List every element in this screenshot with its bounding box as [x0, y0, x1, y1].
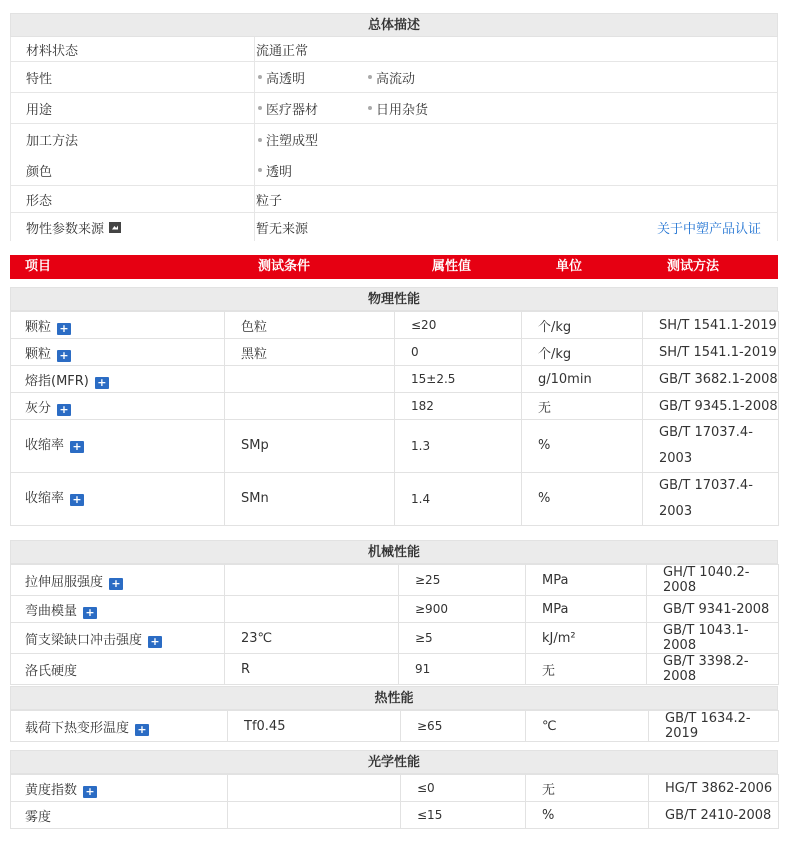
condition-cell [225, 393, 395, 420]
item-cell: 灰分+ [11, 393, 225, 420]
method-cell: GB/T 9345.1-2008 [643, 393, 779, 420]
overview-row-form [10, 186, 778, 213]
overview-label: 用途 [26, 102, 53, 118]
overview-tags [254, 124, 777, 155]
item-cell: 弯曲模量+ [11, 596, 225, 623]
item-cell: 收缩率+ [11, 420, 225, 473]
value-cell: 182 [395, 393, 522, 420]
usage-tag: 医疗器材 [255, 99, 365, 118]
overview-value: 暂无来源 [254, 213, 777, 241]
value-cell: 1.3 [395, 420, 522, 473]
image-icon[interactable] [109, 222, 121, 233]
method-cell: GB/T 17037.4-2003 [643, 420, 779, 473]
unit-cell: % [526, 802, 649, 829]
unit-cell: % [522, 420, 643, 473]
add-compare-icon[interactable] [70, 494, 84, 506]
unit-cell: MPa [526, 596, 647, 623]
table-row [11, 420, 779, 473]
optical-table [10, 774, 779, 829]
unit-cell: 无 [522, 393, 643, 420]
add-compare-icon[interactable] [83, 607, 97, 619]
table-row [11, 339, 779, 366]
overview-row-usage [10, 93, 778, 124]
table-row [11, 802, 779, 829]
overview-row-source [10, 213, 778, 241]
mechanical-table [10, 564, 779, 685]
table-row [11, 654, 779, 685]
section-title: 物理性能 [10, 287, 778, 311]
table-row [11, 565, 779, 596]
condition-cell: 色粒 [225, 312, 395, 339]
item-cell: 简支梁缺口冲击强度+ [11, 623, 225, 654]
unit-cell: % [522, 473, 643, 526]
usage-tag: 日用杂货 [365, 99, 475, 118]
value-cell: ≤15 [401, 802, 526, 829]
overview-row-feature [10, 62, 778, 93]
item-cell: 洛氏硬度 [11, 654, 225, 685]
table-row [11, 711, 779, 742]
table-row [11, 473, 779, 526]
item-cell: 颗粒+ [11, 312, 225, 339]
item-cell: 拉伸屈服强度+ [11, 565, 225, 596]
method-cell: GB/T 1043.1-2008 [647, 623, 779, 654]
condition-cell [225, 565, 399, 596]
value-cell: ≥25 [399, 565, 526, 596]
unit-cell: MPa [526, 565, 647, 596]
condition-cell: Tf0.45 [228, 711, 401, 742]
overview-tags [254, 62, 777, 92]
value-cell: ≤20 [395, 312, 522, 339]
add-compare-icon[interactable] [95, 377, 109, 389]
table-row [11, 623, 779, 654]
overview-title: 总体描述 [10, 13, 778, 37]
add-compare-icon[interactable] [57, 350, 71, 362]
value-cell: 15±2.5 [395, 366, 522, 393]
item-cell: 熔指(MFR)+ [11, 366, 225, 393]
overview-label: 特性 [26, 71, 53, 87]
condition-cell: 黑粒 [225, 339, 395, 366]
table-row [11, 312, 779, 339]
col-method: 测试方法 [667, 259, 720, 274]
item-cell: 收缩率+ [11, 473, 225, 526]
method-cell: GB/T 9341-2008 [647, 596, 779, 623]
feature-tag: 高流动 [365, 68, 475, 87]
condition-cell [228, 775, 401, 802]
add-compare-icon[interactable] [83, 786, 97, 798]
value-cell: ≤0 [401, 775, 526, 802]
item-cell: 载荷下热变形温度+ [11, 711, 228, 742]
add-compare-icon[interactable] [57, 404, 71, 416]
method-cell: GB/T 3682.1-2008 [643, 366, 779, 393]
condition-cell: SMp [225, 420, 395, 473]
value-cell: ≥900 [399, 596, 526, 623]
overview-value: 流通正常 [254, 37, 777, 61]
table-row [11, 366, 779, 393]
bullet-icon [258, 75, 262, 79]
overview-label: 形态 [26, 193, 53, 209]
value-cell: ≥5 [399, 623, 526, 654]
bullet-icon [368, 75, 372, 79]
value-cell: 0 [395, 339, 522, 366]
method-cell: SH/T 1541.1-2019 [643, 312, 779, 339]
section-title: 机械性能 [10, 540, 778, 564]
method-cell: GB/T 1634.2-2019 [649, 711, 779, 742]
unit-cell: 无 [526, 775, 649, 802]
bullet-icon [368, 106, 372, 110]
unit-cell: 个/kg [522, 339, 643, 366]
process-tag: 注塑成型 [255, 130, 365, 149]
condition-cell [225, 596, 399, 623]
table-row [11, 775, 779, 802]
feature-tag: 高透明 [255, 68, 365, 87]
item-cell: 黄度指数+ [11, 775, 228, 802]
bullet-icon [258, 138, 262, 142]
method-cell: SH/T 1541.1-2019 [643, 339, 779, 366]
unit-cell: 无 [526, 654, 647, 685]
bullet-icon [258, 106, 262, 110]
table-row [11, 393, 779, 420]
add-compare-icon[interactable] [148, 636, 162, 648]
overview-tags [254, 155, 777, 185]
method-cell: GH/T 1040.2-2008 [647, 565, 779, 596]
section-title: 光学性能 [10, 750, 778, 774]
col-value: 属性值 [432, 259, 472, 274]
col-unit: 单位 [556, 259, 583, 274]
method-cell: GB/T 17037.4-2003 [643, 473, 779, 526]
condition-cell [225, 366, 395, 393]
mechanical-section [10, 540, 778, 685]
overview-tags [254, 93, 777, 123]
unit-cell: 个/kg [522, 312, 643, 339]
thermal-section [10, 686, 778, 742]
overview-label: 加工方法 [26, 134, 79, 149]
column-header [10, 255, 778, 279]
optical-section [10, 750, 778, 829]
overview-section [10, 13, 778, 241]
value-cell: ≥65 [401, 711, 526, 742]
overview-value: 粒子 [254, 186, 777, 212]
unit-cell: kJ/m² [526, 623, 647, 654]
certification-link[interactable]: 关于中塑产品认证 [656, 221, 761, 237]
section-title: 热性能 [10, 686, 778, 710]
item-cell: 颗粒+ [11, 339, 225, 366]
unit-cell: g/10min [522, 366, 643, 393]
overview-label: 物性参数来源 [26, 213, 121, 241]
col-item: 项目 [25, 259, 52, 274]
physical-section [10, 287, 778, 526]
value-cell: 91 [399, 654, 526, 685]
thermal-table [10, 710, 779, 742]
bullet-icon [258, 168, 262, 172]
value-cell: 1.4 [395, 473, 522, 526]
method-cell: HG/T 3862-2006 [649, 775, 779, 802]
overview-label: 颜色 [26, 164, 53, 180]
add-compare-icon[interactable] [70, 441, 84, 453]
method-cell: GB/T 2410-2008 [649, 802, 779, 829]
overview-label: 材料状态 [26, 43, 79, 59]
unit-cell: ℃ [526, 711, 649, 742]
overview-row-status [10, 37, 778, 62]
method-cell: GB/T 3398.2-2008 [647, 654, 779, 685]
color-tag: 透明 [255, 161, 365, 180]
condition-cell: R [225, 654, 399, 685]
condition-cell: 23℃ [225, 623, 399, 654]
add-compare-icon[interactable] [109, 578, 123, 590]
overview-row-color [10, 155, 778, 186]
overview-row-process [10, 124, 778, 155]
table-row [11, 596, 779, 623]
condition-cell: SMn [225, 473, 395, 526]
condition-cell [228, 802, 401, 829]
col-condition: 测试条件 [258, 259, 311, 274]
physical-table [10, 311, 779, 526]
add-compare-icon[interactable] [57, 323, 71, 335]
item-cell: 雾度 [11, 802, 228, 829]
add-compare-icon[interactable] [135, 724, 149, 736]
